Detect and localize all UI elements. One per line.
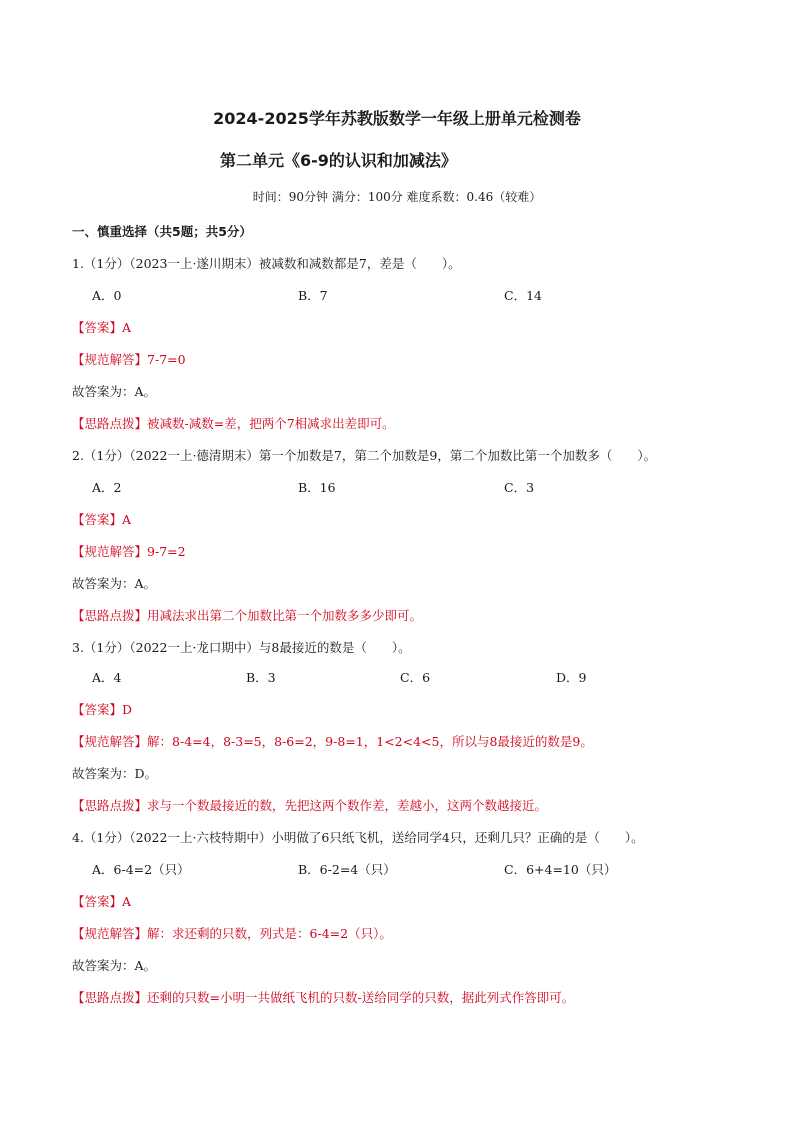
solution-text: 7-7=0 [147, 352, 186, 367]
exam-meta: 时间：90分钟 满分：100分 难度系数：0.46（较难） [252, 190, 542, 204]
question-stem: 2.（1分）（2022一上·德清期末）第一个加数是7，第二个加数是9，第二个加数比第一个加数多（ ）。 [72, 448, 657, 463]
hint-line [72, 414, 395, 432]
answer-label: 【答案】 [72, 702, 123, 717]
solution-line [72, 732, 593, 750]
question-option: B．3 [246, 670, 276, 685]
answer-value: A [122, 894, 132, 909]
solution-label: 【规范解答】 [72, 926, 148, 941]
answer-label: 【答案】 [72, 512, 123, 527]
question-option: B．6-2=4（只） [298, 862, 396, 877]
conclusion-line: 故答案为：A。 [72, 576, 157, 591]
answer-label: 【答案】 [72, 894, 123, 909]
question-option: C．14 [504, 288, 542, 303]
question-option: B．7 [298, 288, 328, 303]
question-option: A．0 [92, 288, 122, 303]
answer-line [72, 700, 132, 718]
solution-label: 【规范解答】 [72, 352, 148, 367]
answer-line [72, 510, 131, 528]
solution-text: 解：8-4=4，8-3=5，8-6=2，9-8=1，1<2<4<5，所以与8最接近的数是9。 [147, 734, 593, 749]
hint-line [72, 988, 574, 1006]
hint-text: 求与一个数最接近的数，先把这两个数作差，差越小，这两个数越接近。 [147, 798, 548, 813]
hint-text: 还剩的只数=小明一共做纸飞机的只数-送给同学的只数，据此列式作答即可。 [147, 990, 575, 1005]
hint-line [72, 796, 547, 814]
hint-line [72, 606, 422, 624]
question-option: A．2 [92, 480, 122, 495]
solution-line [72, 542, 186, 560]
question-stem: 1.（1分）（2023一上·遂川期末）被减数和减数都是7，差是（ ）。 [72, 256, 461, 271]
answer-value: D [122, 702, 133, 717]
page-subtitle: 第二单元《6-9的认识和加减法》 [220, 151, 457, 170]
hint-label: 【思路点拨】 [72, 608, 148, 623]
answer-line [72, 318, 131, 336]
section-title: 一、慎重选择（共5题；共5分） [72, 224, 252, 239]
solution-text: 解：求还剩的只数，列式是：6-4=2（只）。 [147, 926, 392, 941]
hint-label: 【思路点拨】 [72, 798, 148, 813]
page-title: 2024-2025学年苏教版数学一年级上册单元检测卷 [213, 109, 581, 128]
question-option: D．9 [556, 670, 587, 685]
conclusion-line: 故答案为：A。 [72, 958, 157, 973]
hint-text: 被减数-减数=差，把两个7相减求出差即可。 [147, 416, 395, 431]
answer-value: A [122, 512, 132, 527]
question-option: C．6+4=10（只） [504, 862, 617, 877]
solution-label: 【规范解答】 [72, 734, 148, 749]
hint-label: 【思路点拨】 [72, 416, 148, 431]
answer-value: A [122, 320, 132, 335]
question-option: A．4 [92, 670, 122, 685]
conclusion-line: 故答案为：A。 [72, 384, 157, 399]
hint-text: 用减法求出第二个加数比第一个加数多多少即可。 [147, 608, 423, 623]
question-option: B．16 [298, 480, 336, 495]
answer-line [72, 892, 131, 910]
answer-label: 【答案】 [72, 320, 123, 335]
question-option: C．6 [400, 670, 431, 685]
question-option: A．6-4=2（只） [92, 862, 190, 877]
question-stem: 3.（1分）（2022一上·龙口期中）与8最接近的数是（ ）。 [72, 640, 411, 655]
hint-label: 【思路点拨】 [72, 990, 148, 1005]
question-stem: 4.（1分）（2022一上·六枝特期中）小明做了6只纸飞机，送给同学4只，还剩几只？正确的是（ ）。 [72, 830, 644, 845]
solution-text: 9-7=2 [147, 544, 186, 559]
solution-label: 【规范解答】 [72, 544, 148, 559]
conclusion-line: 故答案为：D。 [72, 766, 158, 781]
question-option: C．3 [504, 480, 535, 495]
solution-line [72, 924, 392, 942]
solution-line [72, 350, 186, 368]
